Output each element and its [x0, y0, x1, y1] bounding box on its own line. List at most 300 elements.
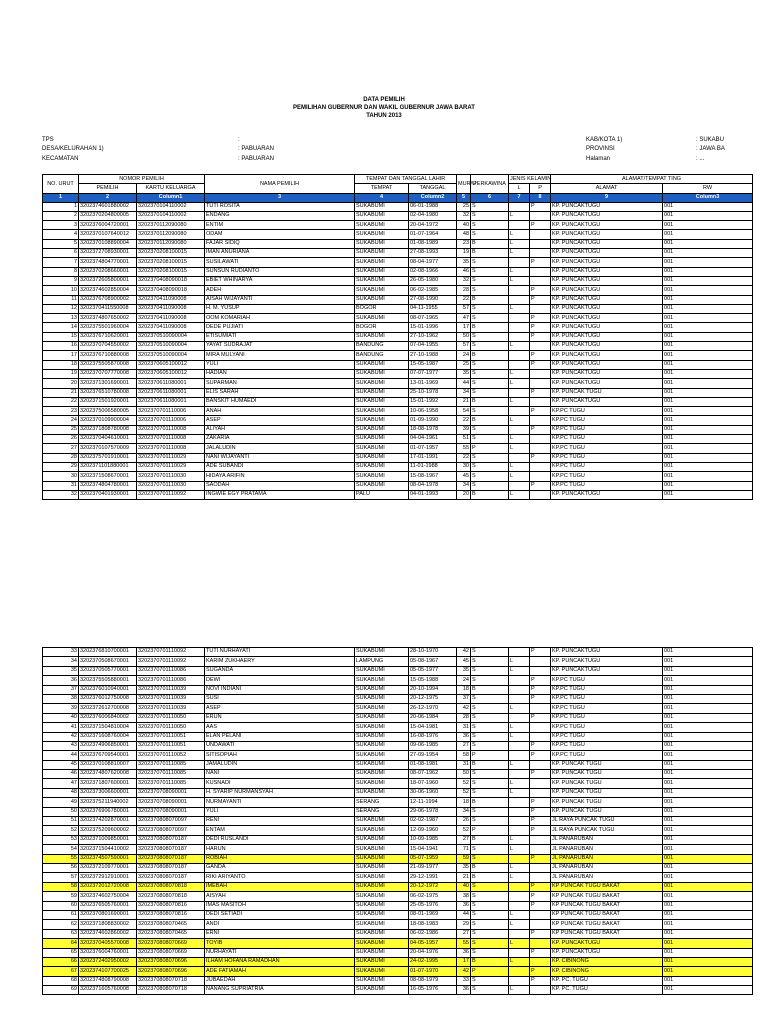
cell-p: P	[530, 854, 551, 863]
cell-tempat: SUKABUMI	[355, 817, 409, 826]
cell-tanggal: 06-02-1985	[409, 286, 457, 295]
cell-alamat: JL PANARUBAN	[551, 854, 663, 863]
cell-p: P	[530, 295, 551, 304]
cell-rw: 001	[663, 221, 753, 230]
cell-tanggal: 15-05-1988	[409, 676, 457, 685]
cell-nomor-pemilih: 3202376710620001	[79, 332, 137, 341]
cell-alamat: KP. PUNCAKTUGU	[551, 360, 663, 369]
cell-nama: ADE SUBANDI	[205, 462, 355, 471]
cell-l	[509, 798, 530, 807]
cell-l: L	[509, 939, 530, 948]
cell-kartu-keluarga: 3202370808070465	[137, 929, 205, 938]
cell-status: S	[471, 304, 509, 313]
cell-umur: 27	[457, 741, 471, 750]
cell-status: S	[471, 286, 509, 295]
index-cell: 5	[457, 193, 471, 202]
cell-no: 13	[43, 314, 79, 323]
cell-umur: 27	[457, 835, 471, 844]
cell-tanggal: 26-12-1970	[409, 704, 457, 713]
cell-status: S	[471, 276, 509, 285]
cell-no: 37	[43, 685, 79, 694]
voter-table-page-1	[42, 174, 753, 500]
cell-kartu-keluarga: 3202370808070187	[137, 863, 205, 872]
table-row	[43, 472, 753, 481]
cell-p: P	[530, 685, 551, 694]
cell-rw: 001	[663, 407, 753, 416]
table-row	[43, 770, 753, 779]
cell-nama: DEWI	[205, 676, 355, 685]
desa-value: : PABUARAN	[238, 146, 274, 152]
cell-alamat: KP.PC TUGU	[551, 741, 663, 750]
index-cell: 4	[355, 193, 409, 202]
table-row	[43, 490, 753, 499]
cell-umur: 35	[457, 666, 471, 675]
cell-status: S	[471, 779, 509, 788]
cell-nomor-pemilih: 3202370108890004	[79, 239, 137, 248]
cell-tanggal: 12-11-1994	[409, 798, 457, 807]
cell-p	[530, 249, 551, 258]
index-cell: 3	[205, 193, 355, 202]
cell-nomor-pemilih: 3202376709540001	[79, 751, 137, 760]
cell-umur: 17	[457, 957, 471, 966]
cell-alamat: JL PANARUBAN	[551, 863, 663, 872]
cell-no: 4	[43, 230, 79, 239]
cell-kartu-keluarga: 3202370808070718	[137, 976, 205, 985]
cell-rw: 001	[663, 453, 753, 462]
cell-rw: 001	[663, 360, 753, 369]
cell-kartu-keluarga: 3202370808070097	[137, 817, 205, 826]
cell-rw: 001	[663, 835, 753, 844]
voter-table-page-1-wrapper	[42, 174, 726, 500]
table-body-page-2	[43, 648, 753, 995]
col-rw: RW	[663, 184, 753, 193]
cell-kartu-keluarga: 3202370808070816	[137, 910, 205, 919]
cell-alamat: KP PUNCAK TUGU BAKAT	[551, 882, 663, 891]
cell-umur: 36	[457, 732, 471, 741]
cell-alamat: KP. PUNCAKTUGU	[551, 332, 663, 341]
cell-alamat: KP. PUNCAKTUGU	[551, 379, 663, 388]
cell-umur: 50	[457, 332, 471, 341]
table-row	[43, 314, 753, 323]
cell-alamat: KP. PUNCAK TUGU	[551, 779, 663, 788]
cell-nomor-pemilih: 3202370411550008	[79, 304, 137, 313]
cell-no: 55	[43, 854, 79, 863]
cell-tanggal: 08-07-1965	[409, 314, 457, 323]
cell-tempat: SUKABUMI	[355, 967, 409, 976]
cell-l: L	[509, 416, 530, 425]
table-row	[43, 211, 753, 220]
cell-tanggal: 27-10-1988	[409, 351, 457, 360]
cell-nama: ROBIAH	[205, 854, 355, 863]
cell-kartu-keluarga: 3202370808070696	[137, 957, 205, 966]
cell-kartu-keluarga: 3202370808070669	[137, 948, 205, 957]
cell-no: 34	[43, 657, 79, 666]
cell-alamat: KP. PUNCAKTUGU	[551, 323, 663, 332]
cell-rw: 001	[663, 882, 753, 891]
cell-l	[509, 388, 530, 397]
cell-nama: NANANG SUPRIATRIA	[205, 986, 355, 995]
cell-umur: 57	[457, 304, 471, 313]
cell-umur: 39	[457, 425, 471, 434]
cell-alamat: KP. PUNCAK TUGU	[551, 807, 663, 816]
cell-no: 32	[43, 490, 79, 499]
cell-no: 5	[43, 239, 79, 248]
cell-p	[530, 379, 551, 388]
cell-p: P	[530, 741, 551, 750]
cell-kartu-keluarga: 3202370701110052	[137, 751, 205, 760]
tps-label: TPS	[42, 137, 54, 143]
cell-nama: SAODAH	[205, 481, 355, 490]
cell-status: P	[471, 751, 509, 760]
cell-p: P	[530, 407, 551, 416]
cell-tanggal: 20-04-1972	[409, 221, 457, 230]
cell-nama: DEDE PUJIATI	[205, 323, 355, 332]
cell-tanggal: 08-04-1978	[409, 481, 457, 490]
cell-tanggal: 27-08-1990	[409, 295, 457, 304]
cell-rw: 001	[663, 286, 753, 295]
cell-nomor-pemilih: 3202371101880001	[79, 462, 137, 471]
table-row	[43, 276, 753, 285]
cell-nama: EBIET WHINARYA	[205, 276, 355, 285]
cell-kartu-keluarga: 3202370708090001	[137, 807, 205, 816]
cell-tempat: SUKABUMI	[355, 939, 409, 948]
cell-l	[509, 221, 530, 230]
cell-status: S	[471, 920, 509, 929]
cell-rw: 001	[663, 939, 753, 948]
cell-p: P	[530, 892, 551, 901]
cell-l: L	[509, 657, 530, 666]
cell-umur: 40	[457, 221, 471, 230]
cell-rw: 001	[663, 295, 753, 304]
cell-l: L	[509, 239, 530, 248]
cell-nomor-pemilih: 3202376906780001	[79, 807, 137, 816]
cell-tempat: SUKABUMI	[355, 444, 409, 453]
cell-p	[530, 939, 551, 948]
cell-status: S	[471, 854, 509, 863]
cell-p	[530, 369, 551, 378]
cell-rw: 001	[663, 957, 753, 966]
cell-tempat: SUKABUMI	[355, 435, 409, 444]
cell-tanggal: 30-06-1960	[409, 788, 457, 797]
cell-rw: 001	[663, 416, 753, 425]
table-row	[43, 967, 753, 976]
cell-kartu-keluarga: 3202370701110085	[137, 779, 205, 788]
cell-kartu-keluarga: 3202370701110006	[137, 407, 205, 416]
cell-alamat: KP.PC TUGU	[551, 472, 663, 481]
cell-rw: 001	[663, 397, 753, 406]
cell-umur: 44	[457, 910, 471, 919]
cell-status: B	[471, 323, 509, 332]
cell-no: 48	[43, 788, 79, 797]
cell-kartu-keluarga: 3202370701110008	[137, 444, 205, 453]
cell-tempat: SUKABUMI	[355, 666, 409, 675]
cell-l	[509, 332, 530, 341]
cell-status: B	[471, 239, 509, 248]
cell-tempat: SUKABUMI	[355, 854, 409, 863]
cell-no: 11	[43, 295, 79, 304]
cell-alamat: KP.PC TUGU	[551, 481, 663, 490]
cell-kartu-keluarga: 3202370701110030	[137, 472, 205, 481]
cell-l	[509, 685, 530, 694]
cell-nama: SUPARMAN	[205, 379, 355, 388]
cell-nama: TUTI ROSITA	[205, 202, 355, 211]
cell-kartu-keluarga: 3202370808070097	[137, 826, 205, 835]
cell-status: S	[471, 379, 509, 388]
tps-value: :	[238, 137, 240, 143]
cell-nama: KARIM ZUKHAERY	[205, 657, 355, 666]
cell-alamat: KP. PUNCAK TUGU	[551, 770, 663, 779]
cell-l: L	[509, 342, 530, 351]
cell-rw: 001	[663, 741, 753, 750]
cell-umur: 30	[457, 462, 471, 471]
cell-umur: 22	[457, 295, 471, 304]
table-row	[43, 741, 753, 750]
cell-l: L	[509, 304, 530, 313]
cell-nama: ANDI	[205, 920, 355, 929]
cell-no: 3	[43, 221, 79, 230]
cell-p: P	[530, 713, 551, 722]
cell-nama: ENTIM	[205, 221, 355, 230]
cell-status: S	[471, 258, 509, 267]
cell-rw: 001	[663, 873, 753, 882]
cell-status: S	[471, 788, 509, 797]
cell-nomor-pemilih: 3202372109770001	[79, 863, 137, 872]
cell-p: P	[530, 286, 551, 295]
cell-kartu-keluarga: 3202370104110002	[137, 211, 205, 220]
cell-status: S	[471, 657, 509, 666]
cell-tanggal: 18-08-1983	[409, 920, 457, 929]
cell-nomor-pemilih: 3202370204800005	[79, 211, 137, 220]
cell-status: S	[471, 948, 509, 957]
table-header	[43, 175, 753, 203]
cell-l: L	[509, 873, 530, 882]
cell-kartu-keluarga: 3202370701110030	[137, 481, 205, 490]
cell-tempat: BOGOR	[355, 304, 409, 313]
cell-alamat: KP.PC TUGU	[551, 676, 663, 685]
cell-p: P	[530, 967, 551, 976]
cell-rw: 001	[663, 379, 753, 388]
cell-tempat: BANDUNG	[355, 351, 409, 360]
cell-p	[530, 435, 551, 444]
cell-kartu-keluarga: 3202370112090080	[137, 230, 205, 239]
cell-nama: MIRA MULYANI	[205, 351, 355, 360]
table-row	[43, 230, 753, 239]
cell-status: S	[471, 462, 509, 471]
cell-umur: 25	[457, 360, 471, 369]
cell-no: 49	[43, 798, 79, 807]
cell-umur: 27	[457, 929, 471, 938]
cell-nomor-pemilih: 3202376010940001	[79, 685, 137, 694]
cell-status: S	[471, 435, 509, 444]
cell-nama: SUGANDA	[205, 666, 355, 675]
cell-tempat: SUKABUMI	[355, 425, 409, 434]
cell-no: 51	[43, 817, 79, 826]
cell-tempat: SUKABUMI	[355, 732, 409, 741]
cell-kartu-keluarga: 3202370701110086	[137, 676, 205, 685]
cell-nomor-pemilih: 3202370108810007	[79, 760, 137, 769]
cell-tanggal: 18-07-1960	[409, 779, 457, 788]
cell-tempat: SUKABUMI	[355, 276, 409, 285]
cell-status: S	[471, 666, 509, 675]
table-row	[43, 657, 753, 666]
cell-rw: 001	[663, 845, 753, 854]
cell-p: P	[530, 425, 551, 434]
cell-l	[509, 929, 530, 938]
cell-no: 22	[43, 397, 79, 406]
cell-umur: 24	[457, 351, 471, 360]
cell-alamat: KP. PUNCAK TUGU	[551, 388, 663, 397]
cell-p	[530, 835, 551, 844]
cell-nama: ERNI	[205, 929, 355, 938]
cell-umur: 36	[457, 901, 471, 910]
cell-alamat: JL RAYA PUNCAK TUGU	[551, 817, 663, 826]
cell-tanggal: 10-09-1985	[409, 835, 457, 844]
cell-kartu-keluarga: 3202370808070669	[137, 939, 205, 948]
cell-tanggal: 20-12-1975	[409, 694, 457, 703]
cell-rw: 001	[663, 239, 753, 248]
cell-nomor-pemilih: 3202376810700001	[79, 648, 137, 657]
cell-nomor-pemilih: 3202375501960004	[79, 323, 137, 332]
cell-status: S	[471, 817, 509, 826]
cell-kartu-keluarga: 3202370701110092	[137, 490, 205, 499]
cell-p	[530, 472, 551, 481]
cell-p: P	[530, 901, 551, 910]
cell-status: B	[471, 490, 509, 499]
cell-rw: 001	[663, 704, 753, 713]
cell-no: 21	[43, 388, 79, 397]
cell-kartu-keluarga: 3202370701110085	[137, 770, 205, 779]
cell-nomor-pemilih: 3202371808830002	[79, 920, 137, 929]
cell-l: L	[509, 249, 530, 258]
cell-nomor-pemilih: 3202376710880008	[79, 351, 137, 360]
cell-l: L	[509, 957, 530, 966]
cell-p: P	[530, 360, 551, 369]
cell-l: L	[509, 704, 530, 713]
cell-no: 69	[43, 986, 79, 995]
cell-nomor-pemilih: 3202372605800001	[79, 276, 137, 285]
cell-alamat: KP. PUNCAKTUGU	[551, 295, 663, 304]
cell-rw: 001	[663, 276, 753, 285]
table-row	[43, 976, 753, 985]
cell-status: S	[471, 741, 509, 750]
col-tempat: TEMPAT	[355, 184, 409, 193]
table-row	[43, 854, 753, 863]
index-cell: 9	[551, 193, 663, 202]
cell-rw: 001	[663, 249, 753, 258]
cell-umur: 35	[457, 863, 471, 872]
table-row	[43, 892, 753, 901]
cell-alamat: KP. PUNCAKTUGU	[551, 202, 663, 211]
col-jenis-kelamin: JENIS KELAMIN	[510, 176, 552, 183]
cell-no: 18	[43, 360, 79, 369]
cell-p	[530, 657, 551, 666]
cell-tempat: SUKABUMI	[355, 779, 409, 788]
index-cell: 7	[509, 193, 530, 202]
col-ttl: TEMPAT DAN TANGGAL LAHIR	[355, 175, 457, 184]
cell-kartu-keluarga: 3202370208100015	[137, 249, 205, 258]
cell-tempat: SUKABUMI	[355, 704, 409, 713]
cell-no: 64	[43, 939, 79, 948]
cell-p	[530, 779, 551, 788]
cell-no: 43	[43, 741, 79, 750]
cell-tanggal: 15-08-1967	[409, 472, 457, 481]
cell-l: L	[509, 920, 530, 929]
cell-kartu-keluarga: 3202370701110008	[137, 425, 205, 434]
cell-l: L	[509, 666, 530, 675]
cell-no: 42	[43, 732, 79, 741]
cell-nomor-pemilih: 3202371807600001	[79, 779, 137, 788]
cell-tanggal: 01-07-1970	[409, 967, 457, 976]
cell-rw: 001	[663, 779, 753, 788]
cell-alamat: KP. PUNCAK TUGU	[551, 788, 663, 797]
cell-status: S	[471, 713, 509, 722]
cell-tanggal: 11-01-1988	[409, 462, 457, 471]
cell-nomor-pemilih: 3202374602860002	[79, 929, 137, 938]
cell-kartu-keluarga: 3202370701110092	[137, 648, 205, 657]
cell-no: 44	[43, 751, 79, 760]
cell-no: 35	[43, 666, 79, 675]
cell-p	[530, 416, 551, 425]
cell-status: S	[471, 202, 509, 211]
cell-kartu-keluarga: 3202370208100015	[137, 258, 205, 267]
cell-p	[530, 462, 551, 471]
table-row	[43, 332, 753, 341]
cell-p: P	[530, 351, 551, 360]
cell-l: L	[509, 835, 530, 844]
cell-status: B	[471, 835, 509, 844]
cell-tempat: SUKABUMI	[355, 481, 409, 490]
cell-p	[530, 444, 551, 453]
cell-tanggal: 17-01-1991	[409, 453, 457, 462]
cell-umur: 58	[457, 751, 471, 760]
table-row	[43, 369, 753, 378]
cell-alamat: KP.PC TUGU	[551, 713, 663, 722]
cell-rw: 001	[663, 986, 753, 995]
table-row	[43, 713, 753, 722]
cell-no: 7	[43, 258, 79, 267]
cell-tempat: SUKABUMI	[355, 221, 409, 230]
cell-l: L	[509, 211, 530, 220]
cell-status: S	[471, 939, 509, 948]
cell-no: 65	[43, 948, 79, 957]
cell-nomor-pemilih: 3202374202870001	[79, 817, 137, 826]
cell-no: 1	[43, 202, 79, 211]
table-body-page-1	[43, 202, 753, 500]
cell-status: S	[471, 211, 509, 220]
cell-l	[509, 676, 530, 685]
col-alamat-tempat: ALAMAT/TEMPAT TING	[551, 175, 753, 184]
cell-p	[530, 704, 551, 713]
cell-nama: AISAH WIJAYANTI	[205, 295, 355, 304]
cell-nomor-pemilih: 3202370707770008	[79, 369, 137, 378]
cell-no: 45	[43, 760, 79, 769]
cell-p	[530, 732, 551, 741]
cell-status: S	[471, 425, 509, 434]
cell-p	[530, 873, 551, 882]
cell-l	[509, 713, 530, 722]
cell-no: 2	[43, 211, 79, 220]
cell-p: P	[530, 770, 551, 779]
kabkota-label: KAB/KOTA 1)	[586, 137, 623, 143]
cell-tanggal: 25-05-1976	[409, 901, 457, 910]
cell-p: P	[530, 694, 551, 703]
cell-umur: 28	[457, 286, 471, 295]
cell-tanggal: 27-09-1954	[409, 751, 457, 760]
cell-tanggal: 20-12-1972	[409, 882, 457, 891]
cell-kartu-keluarga: 3202370510090004	[137, 332, 205, 341]
table-row	[43, 425, 753, 434]
cell-kartu-keluarga: 3202370701110050	[137, 723, 205, 732]
